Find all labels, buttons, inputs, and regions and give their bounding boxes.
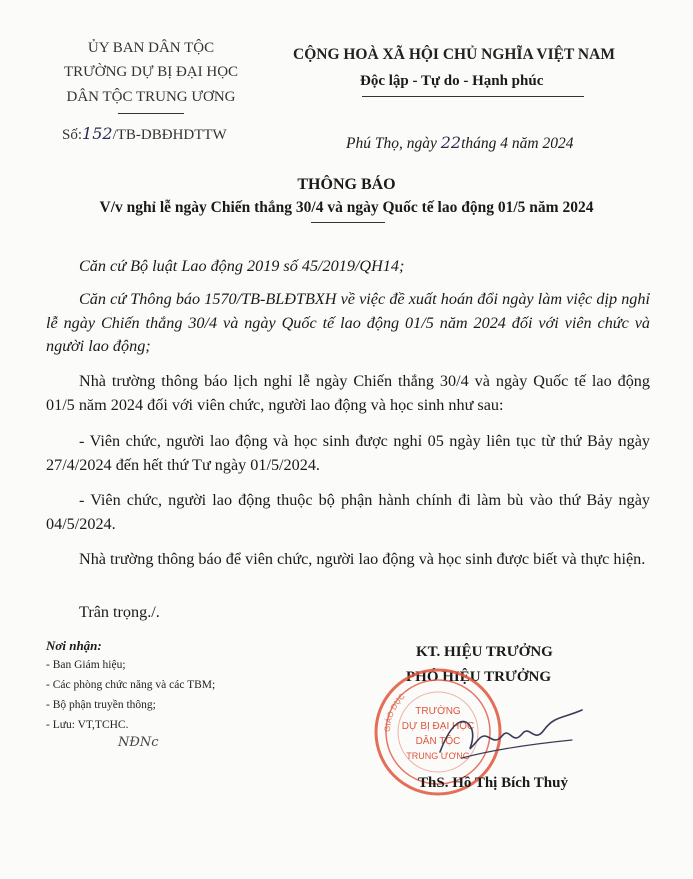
- org-line-2: TRƯỜNG DỰ BỊ ĐẠI HỌC: [63, 64, 239, 80]
- title-underline: [311, 222, 385, 223]
- closing-paragraph: Nhà trường thông báo để viên chức, người lao động và học sinh được biết và thực hiện.: [79, 550, 646, 568]
- recipient-item: - Bộ phận truyền thông;: [46, 699, 156, 711]
- regards: Trân trọng./.: [79, 603, 160, 621]
- org-line-3: DÂN TỘC TRUNG ƯƠNG: [66, 89, 236, 105]
- place-date: [346, 133, 573, 153]
- seal-rim-text: GIÁO DỤC: [382, 691, 407, 733]
- seal-text-2: DỰ BỊ ĐẠI HỌC: [401, 721, 475, 732]
- recipient-item: - Các phòng chức năng và các TBM;: [46, 679, 216, 691]
- recipients-heading: Nơi nhận:: [46, 638, 102, 653]
- signer-capacity: KT. HIỆU TRƯỞNG: [416, 644, 553, 660]
- seal-text-1: TRƯỜNG: [415, 706, 461, 717]
- motto: Độc lập - Tự do - Hạnh phúc: [360, 73, 544, 89]
- drafter-initials: NĐNc: [118, 735, 159, 750]
- signer-title: PHÓ HIỆU TRƯỞNG: [406, 669, 552, 685]
- basis-2: Căn cứ Thông báo 1570/TB-BLĐTBXH về việc đề xuất hoán đổi ngày làm việc dịp nghỉ lễ ngày Chiến thắng 30/4 và ngày Quốc tế lao động 01/5 năm 2024 đối với viên chức và người lao động;: [46, 290, 650, 355]
- motto-underline: [362, 96, 584, 97]
- item-1: - Viên chức, người lao động và học sinh được nghỉ 05 ngày liên tục từ thứ Bảy ngày 27/4/2024 đến hết thứ Tư ngày 01/5/2024.: [46, 432, 650, 474]
- intro-paragraph: Nhà trường thông báo lịch nghỉ lễ ngày Chiến thắng 30/4 và ngày Quốc tế lao động 01/5 năm 2024 đối với viên chức, người lao động và học sinh như sau:: [46, 372, 650, 414]
- basis-1: Căn cứ Bộ luật Lao động 2019 số 45/2019/QH14;: [79, 257, 405, 275]
- item-2: - Viên chức, người lao động thuộc bộ phận hành chính đi làm bù vào thứ Bảy ngày 04/5/2024.: [46, 491, 650, 533]
- org-line-1: ỦY BAN DÂN TỘC: [87, 40, 215, 56]
- doc-number-handwritten: 152: [82, 124, 113, 143]
- seal-text-3: DÂN TỘC: [415, 736, 461, 747]
- doc-number-prefix: Số:: [62, 127, 83, 143]
- signer-name: ThS. Hồ Thị Bích Thuỷ: [418, 775, 568, 791]
- org-underline: [118, 113, 184, 114]
- nation-title: CỘNG HOÀ XÃ HỘI CHỦ NGHĨA VIỆT NAM: [293, 46, 615, 63]
- notice-title: THÔNG BÁO: [297, 176, 396, 193]
- doc-number: [62, 124, 227, 144]
- date-day-handwritten: 22: [440, 133, 462, 152]
- handwritten-signature: [432, 700, 592, 770]
- date-suffix: tháng 4 năm 2024: [461, 135, 574, 152]
- doc-number-suffix: /TB-DBĐHDTTW: [112, 127, 227, 143]
- notice-subject: V/v nghỉ lễ ngày Chiến thắng 30/4 và ngày Quốc tế lao động 01/5 năm 2024: [99, 199, 594, 216]
- seal-text-4: TRUNG ƯƠNG: [406, 751, 470, 761]
- recipient-item: - Ban Giám hiệu;: [46, 659, 126, 671]
- date-prefix: Phú Thọ, ngày: [346, 135, 441, 152]
- recipient-item: - Lưu: VT,TCHC.: [46, 719, 129, 731]
